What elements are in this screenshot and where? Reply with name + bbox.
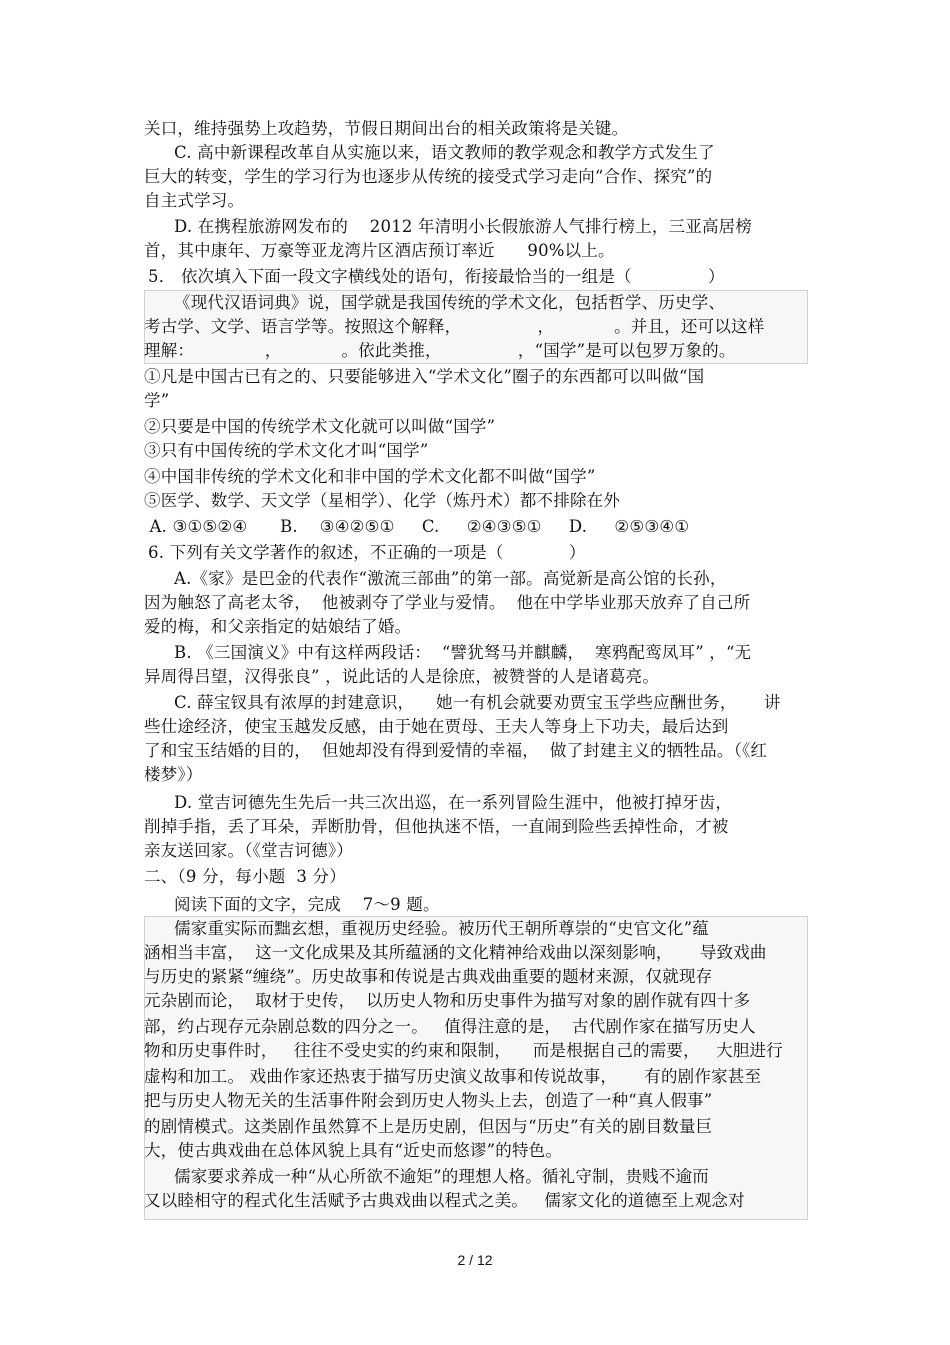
answer-options-q5: A. ③①⑤②④ B. ③④②⑤① C. ②④③⑤① D. ②⑤③④① — [144, 517, 690, 536]
text-line: 亲友送回家。（《堂吉诃德》） — [144, 841, 354, 860]
passage-line: 把与历史人物无关的生活事件附会到历史人物头上去，创造了一种“真人假事” — [144, 1091, 713, 1110]
passage-line: 物和历史事件时， 往往不受史实的约束和限制， 而是根据自己的需要， 大胆进行 — [144, 1041, 783, 1060]
option-a-line: A.《家》是巴金的代表作“激流三部曲”的第一部。高觉新是高公馆的长孙， — [174, 569, 727, 588]
option-d-line: D. 在携程旅游网发布的 2012 年清明小长假旅游人气排行榜上，三亚高居榜 — [174, 217, 753, 236]
passage-line: 考古学、文学、语言学等。按照这个解释， ， 。并且，还可以这样 — [144, 317, 765, 336]
text-line: 巨大的转变，学生的学习行为也逐步从传统的接受式学习走向“合作、探究”的 — [144, 167, 713, 186]
question-5-stem: 5． 依次填入下面一段文字横线处的语句，衔接最恰当的一组是（ ） — [148, 267, 725, 286]
passage-line: 与历史的紧紧“缠绕”。历史故事和传说是古典戏曲重要的题材来源，仅就现存 — [144, 967, 713, 986]
statement-1: ①凡是中国古已有之的、只要能够进入“学术文化”圈子的东西都可以叫做“国 — [144, 367, 705, 386]
text-line: 因为触怒了高老太爷， 他被剥夺了学业与爱情。 他在中学毕业那天放弃了自己所 — [144, 593, 751, 612]
statement-4: ④中国非传统的学术文化和非中国的学术文化都不叫做“国学” — [144, 467, 596, 486]
option-b-line: B. 《三国演义》中有这样两段话： “譬犹驽马并麒麟， 寒鸦配鸾凤耳” ，“无 — [174, 643, 752, 662]
text-line: 爱的梅，和父亲指定的姑娘结了婚。 — [144, 617, 412, 636]
passage-line: 理解： ， 。依此类推， ，“国学”是可以包罗万象的。 — [144, 341, 736, 360]
passage-line: 元杂剧而论， 取材于史传， 以历史人物和历史事件为描写对象的剧作就有四十多 — [144, 991, 751, 1010]
text-line: 楼梦》） — [144, 765, 203, 784]
passage-line: 的剧情模式。这类剧作虽然算不上是历史剧，但因与“历史”有关的剧目数量巨 — [144, 1117, 713, 1136]
statement-3: ③只有中国传统的学术文化才叫“国学” — [144, 441, 429, 460]
passage-line: 部，约占现存元杂剧总数的四分之一。 值得注意的是， 古代剧作家在描写历史人 — [144, 1017, 756, 1036]
statement-1-cont: 学” — [144, 391, 170, 410]
passage-line: 大，使古典戏曲在总体风貌上具有“近史而悠谬”的特色。 — [144, 1141, 563, 1160]
option-c-line: C. 高中新课程改革自从实施以来，语文教师的教学观念和教学方式发生了 — [174, 143, 715, 162]
question-6-stem: 6. 下列有关文学著作的叙述，不正确的一项是（ ） — [148, 543, 586, 562]
text-line: 自主式学习。 — [144, 191, 245, 210]
passage-line: 虚构和加工。 戏曲作家还热衷于描写历史演义故事和传说故事， 有的剧作家甚至 — [144, 1067, 762, 1086]
text-line: 关口，维持强势上攻趋势，节假日期间出台的相关政策将是关键。 — [144, 119, 629, 138]
statement-5: ⑤医学、数学、天文学（星相学）、化学（炼丹术）都不排除在外 — [144, 491, 621, 510]
statement-2: ②只要是中国的传统学术文化就可以叫做“国学” — [144, 417, 496, 436]
option-d-line: D. 堂吉诃德先生先后一共三次出巡，在一系列冒险生涯中，他被打掉牙齿， — [174, 793, 733, 812]
passage-line: 儒家要求养成一种“从心所欲不逾矩”的理想人格。循礼守制，贵贱不逾而 — [174, 1167, 709, 1186]
text-line: 首，其中康年、万豪等亚龙湾片区酒店预订率近 90%以上。 — [144, 241, 615, 260]
passage-line: 儒家重实际而黜玄想，重视历史经验。被历代王朝所尊崇的“史官文化”蕴 — [174, 919, 709, 938]
reading-instruction: 阅读下面的文字，完成 7～9 题。 — [174, 895, 440, 914]
passage-line: 又以睦相守的程式化生活赋予古典戏曲以程式之美。 儒家文化的道德至上观念对 — [144, 1191, 745, 1210]
option-c-line: C. 薛宝钗具有浓厚的封建意识， 她一有机会就要劝贾宝玉学些应酬世务， 讲 — [174, 693, 781, 712]
passage-line: 涵相当丰富， 这一文化成果及其所蕴涵的文化精神给戏曲以深刻影响， 导致戏曲 — [144, 943, 767, 962]
text-line: 了和宝玉结婚的目的， 但她却没有得到爱情的幸福， 做了封建主义的牺牲品。（《红 — [144, 741, 768, 760]
page-number: 2 / 12 — [457, 1252, 493, 1268]
section-two-heading: 二、（9 分，每小题 3 分） — [144, 867, 346, 886]
passage-line: 《现代汉语词典》说，国学就是我国传统的学术文化，包括哲学、历史学、 — [174, 293, 726, 312]
text-line: 异周得吕望，汉得张良” ，说此话的人是徐庶，被赞誉的人是诸葛亮。 — [144, 667, 660, 686]
text-line: 些仕途经济，使宝玉越发反感，由于她在贾母、王夫人等身上下功夫，最后达到 — [144, 717, 729, 736]
text-line: 削掉手指，丢了耳朵，弄断肋骨，但他执迷不悟，一直闹到险些丢掉性命，才被 — [144, 817, 729, 836]
